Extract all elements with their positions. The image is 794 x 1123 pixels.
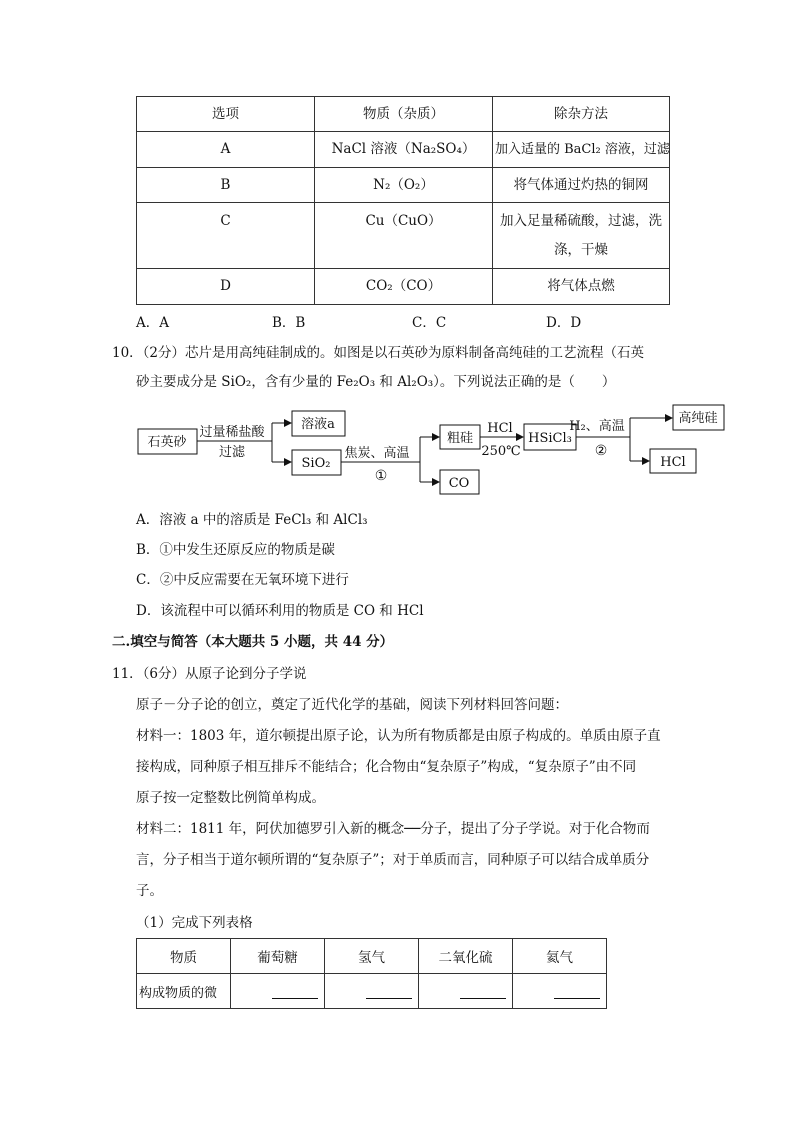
- label-250c: 250℃: [481, 444, 521, 459]
- row-method: 将气体点燃: [493, 269, 670, 305]
- answer-blank-hydrogen[interactable]: [325, 974, 419, 1009]
- row-method: 加入适量的 BaCl₂ 溶液，过滤: [493, 132, 670, 168]
- label-step-2: ②: [594, 443, 608, 459]
- label-co: CO: [448, 476, 470, 491]
- label-coke-high-temp: 焦炭、高温: [344, 446, 410, 461]
- q10-stem-line2: 砂主要成分是 SiO₂，含有少量的 Fe₂O₃ 和 Al₂O₃）。下列说法正确的是（ ）: [136, 374, 616, 390]
- label-excess-hcl: 过量稀盐酸: [199, 425, 265, 440]
- q10-choice-b[interactable]: B．①中发生还原反应的物质是碳: [136, 542, 335, 558]
- row-option: C: [137, 203, 315, 269]
- label-hcl-output: HCl: [660, 455, 686, 470]
- label-arrow-hcl: HCl: [487, 421, 513, 436]
- q10-choice-d[interactable]: D．该流程中可以循环利用的物质是 CO 和 HCl: [136, 603, 424, 619]
- header-glucose: 葡萄糖: [231, 939, 325, 974]
- header-helium: 氦气: [513, 939, 607, 974]
- answer-blank-helium[interactable]: [513, 974, 607, 1009]
- row-option: B: [137, 168, 315, 203]
- header-substance: 物质（杂质）: [315, 97, 493, 132]
- q11-sub1: （1）完成下列表格: [136, 915, 253, 931]
- row-label-particles: 构成物质的微: [137, 974, 231, 1009]
- label-hsicl3: HSiCl₃: [528, 431, 572, 446]
- header-substance: 物质: [137, 939, 231, 974]
- label-step-1: ①: [374, 468, 388, 484]
- q10-stem-line1: 10．（2分）芯片是用高纯硅制成的。如图是以石英砂为原料制备高纯硅的工艺流程（石英: [112, 345, 645, 361]
- q10-choice-c[interactable]: C．②中反应需要在无氧环境下进行: [136, 572, 349, 588]
- row-option: D: [137, 269, 315, 305]
- label-crude-si: 粗硅: [446, 431, 474, 446]
- q11-intro: 原子－分子论的创立，奠定了近代化学的基础，阅读下列材料回答问题：: [136, 697, 568, 713]
- header-sulfur-dioxide: 二氧化硫: [419, 939, 513, 974]
- label-sio2: SiO₂: [301, 456, 331, 471]
- row-substance: Cu（CuO）: [315, 203, 493, 269]
- row-substance: NaCl 溶液（Na₂SO₄）: [315, 132, 493, 168]
- table-header-row: [137, 939, 607, 974]
- row-method: 加入足量稀硫酸，过滤，洗涤，干燥: [493, 203, 670, 269]
- choice-b[interactable]: B．B: [272, 315, 306, 331]
- label-filter: 过滤: [218, 445, 246, 460]
- label-h2-high-temp: H₂、高温: [569, 419, 625, 434]
- particle-table: [136, 938, 607, 1009]
- label-quartz-sand: 石英砂: [147, 435, 187, 450]
- label-solution-a: 溶液a: [301, 417, 335, 432]
- choice-a[interactable]: A．A: [136, 315, 169, 331]
- row-substance: N₂（O₂）: [315, 168, 493, 203]
- header-option: 选项: [137, 97, 315, 132]
- row-method: 将气体通过灼热的铜网: [493, 168, 670, 203]
- header-hydrogen: 氢气: [325, 939, 419, 974]
- q10-choice-a[interactable]: A．溶液 a 中的溶质是 FeCl₃ 和 AlCl₃: [136, 512, 368, 528]
- section-2-heading: 二.填空与简答（本大题共 5 小题，共 44 分）: [112, 634, 394, 650]
- answer-blank-glucose[interactable]: [231, 974, 325, 1009]
- q11-material1-line2: 接构成，同种原子相互排斥不能结合；化合物由“复杂原子”构成，“复杂原子”由不同: [136, 759, 637, 775]
- label-pure-si: 高纯硅: [678, 411, 718, 426]
- header-method: 除杂方法: [493, 97, 670, 132]
- q11-material1-line1: 材料一：1803 年，道尔顿提出原子论，认为所有物质都是由原子构成的。单质由原子直: [136, 728, 661, 744]
- q11-material2-line3: 子。: [136, 883, 163, 899]
- answer-blank-sulfur-dioxide[interactable]: [419, 974, 513, 1009]
- q11-material1-line3: 原子按一定整数比例简单构成。: [136, 790, 325, 806]
- q11-material2-line1: 材料二：1811 年，阿伏加德罗引入新的概念──分子，提出了分子学说。对于化合物而: [136, 821, 650, 837]
- table-row: [137, 974, 607, 1009]
- row-option: A: [137, 132, 315, 168]
- choice-c[interactable]: C．C: [412, 315, 447, 331]
- row-substance: CO₂（CO）: [315, 269, 493, 305]
- q11-material2-line2: 言，分子相当于道尔顿所谓的“复杂原子”；对于单质而言，同种原子可以结合成单质分: [136, 852, 650, 868]
- q11-title: 11．（6分）从原子论到分子学说: [112, 666, 307, 682]
- choice-d[interactable]: D．D: [546, 315, 582, 331]
